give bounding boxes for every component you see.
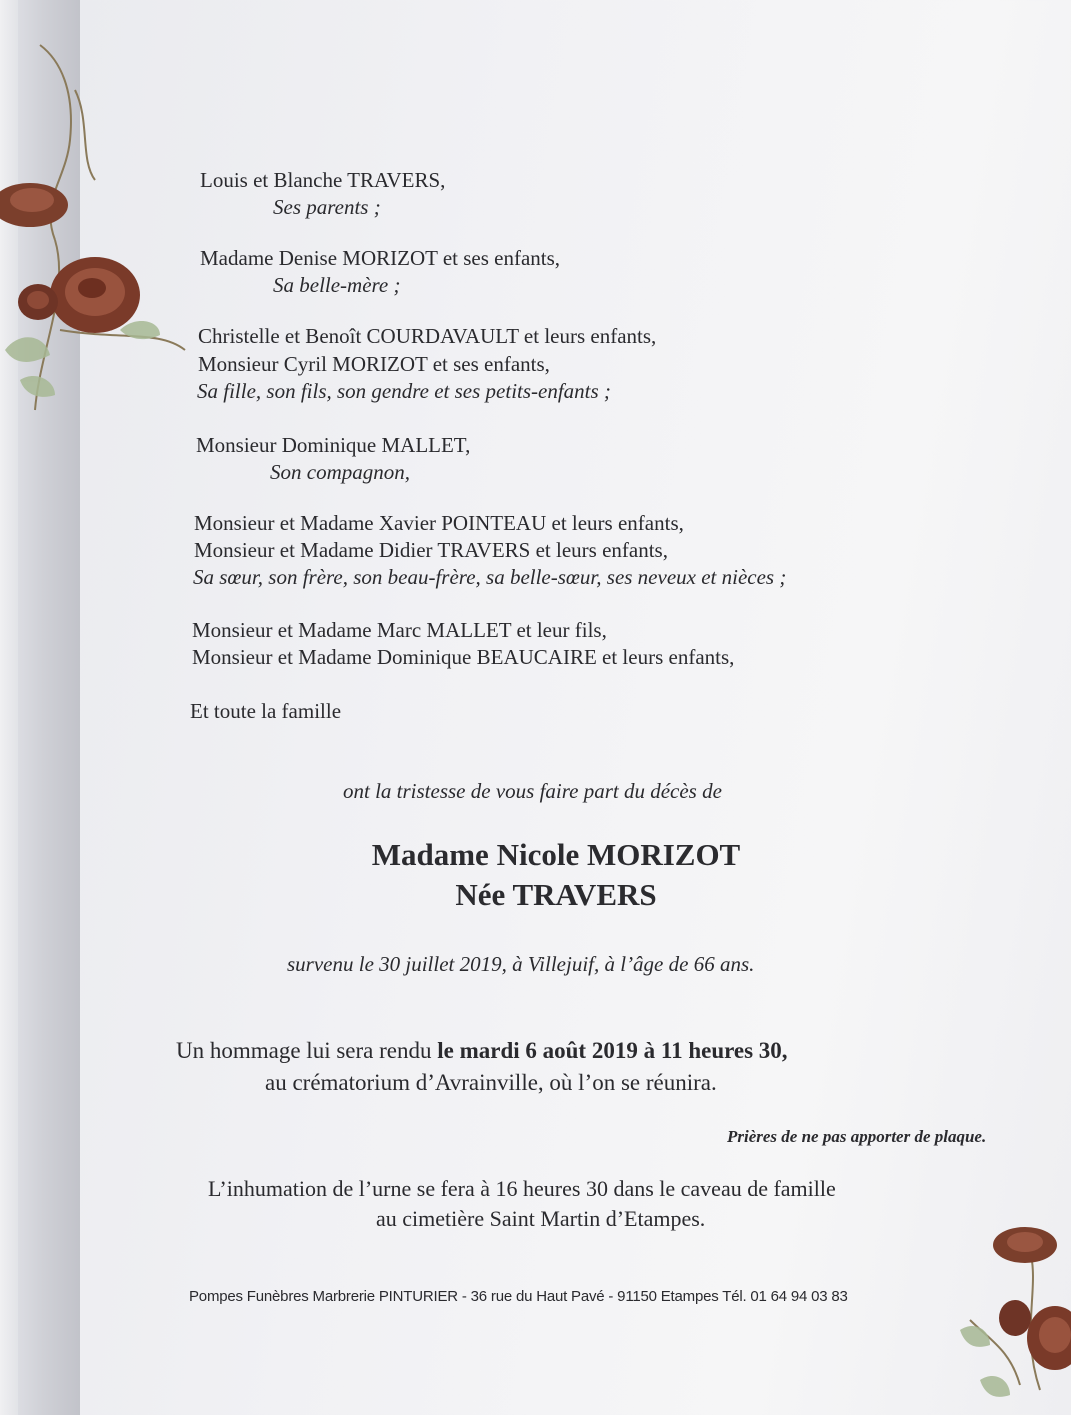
companion-name: Monsieur Dominique MALLET, (196, 433, 471, 457)
announcement-intro: ont la tristesse de vous faire part du décès de (343, 779, 722, 803)
no-plaque-note: Prières de ne pas apporter de plaque. (727, 1127, 987, 1146)
death-details: survenu le 30 juillet 2019, à Villejuif, à l’âge de 66 ans. (287, 952, 755, 976)
parents-relation: Ses parents ; (273, 195, 381, 219)
all-family: Et toute la famille (190, 699, 342, 723)
children-relation: Sa fille, son fils, son gendre et ses petits-enfants ; (197, 379, 611, 403)
siblings-line-2: Monsieur et Madame Didier TRAVERS et leurs enfants, (194, 538, 668, 562)
mother-in-law-relation: Sa belle-mère ; (273, 273, 401, 297)
deceased-name: Madame Nicole MORIZOT (371, 837, 741, 872)
burial-line-2: au cimetière Saint Martin d’Etampes. (376, 1206, 706, 1231)
others-line-2: Monsieur et Madame Dominique BEAUCAIRE et leurs enfants, (192, 645, 735, 669)
companion-relation: Son compagnon, (270, 460, 410, 484)
siblings-line-1: Monsieur et Madame Xavier POINTEAU et leurs enfants, (194, 511, 684, 535)
ceremony-date-time: le mardi 6 août 2019 à 11 heures 30, (437, 1038, 788, 1063)
parents-names: Louis et Blanche TRAVERS, (200, 168, 446, 192)
others-line-1: Monsieur et Madame Marc MALLET et leur fils, (192, 618, 607, 642)
deceased-birth-name: Née TRAVERS (455, 877, 657, 912)
ceremony-line-1-prefix: Un hommage lui sera rendu (176, 1038, 438, 1063)
mother-in-law-names: Madame Denise MORIZOT et ses enfants, (200, 246, 561, 270)
children-line-1: Christelle et Benoît COURDAVAULT et leurs enfants, (198, 324, 657, 348)
ceremony-line-1 (176, 1036, 788, 1066)
siblings-relation: Sa sœur, son frère, son beau-frère, sa belle-sœur, ses neveux et nièces ; (193, 565, 787, 589)
children-line-2: Monsieur Cyril MORIZOT et ses enfants, (198, 352, 550, 376)
burial-line-1: L’inhumation de l’urne se fera à 16 heures 30 dans le caveau de famille (208, 1176, 836, 1201)
ceremony-line-2: au crématorium d’Avrainville, où l’on se réunira. (265, 1070, 717, 1095)
funeral-home-footer: Pompes Funèbres Marbrerie PINTURIER - 36 rue du Haut Pavé - 91150 Etampes Tél. 01 64 94 03 83 (189, 1288, 848, 1305)
